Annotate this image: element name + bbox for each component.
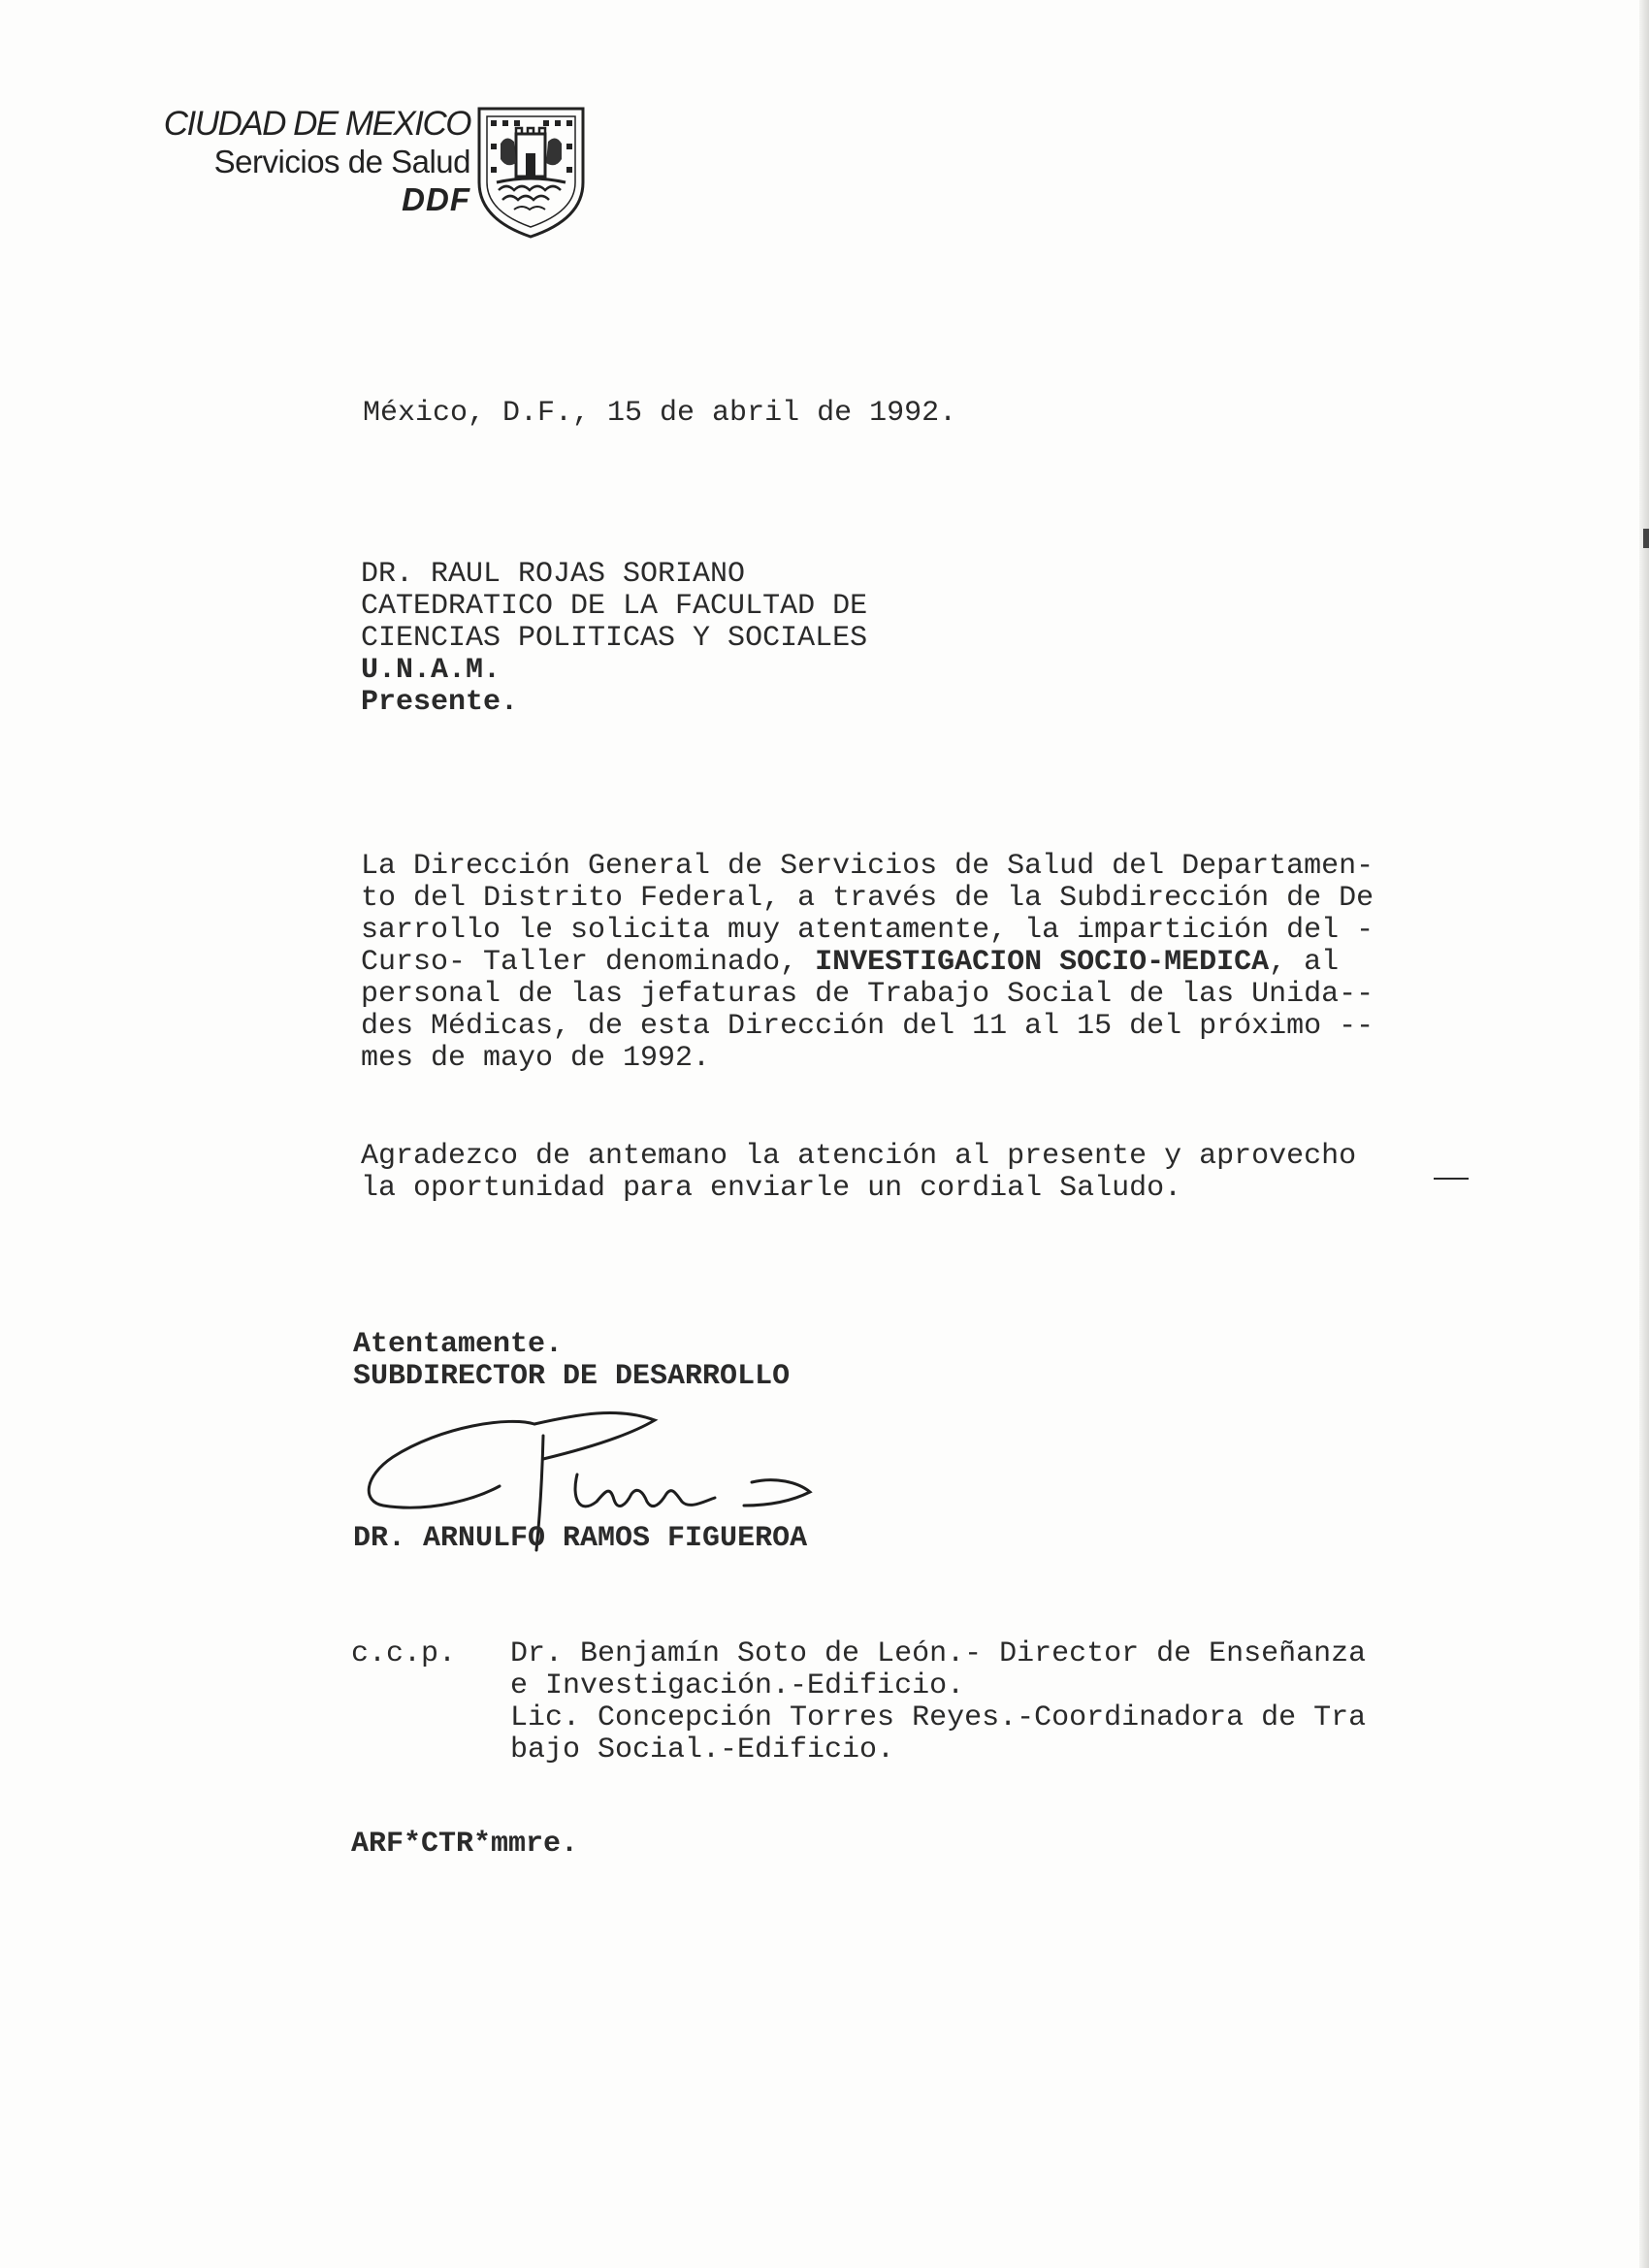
letter-date: México, D.F., 15 de abril de 1992.: [363, 397, 957, 430]
signer-name: DR. ARNULFO RAMOS FIGUEROA: [353, 1522, 808, 1555]
body-line: to del Distrito Federal, a través de la Subdirección de De: [361, 882, 1374, 915]
body-line: personal de las jefaturas de Trabajo Social de las Unida--: [361, 978, 1374, 1011]
letterhead-ddf: DDF: [402, 181, 470, 217]
recipient-title-1: CATEDRATICO DE LA FACULTAD DE: [361, 590, 868, 623]
course-title: INVESTIGACION SOCIO-MEDICA: [815, 946, 1270, 979]
signer-position: SUBDIRECTOR DE DESARROLLO: [353, 1360, 791, 1393]
page-edge: [1639, 0, 1649, 2268]
body-line: Agradezco de antemano la atención al presente y aprovecho: [361, 1140, 1357, 1173]
body-line: la oportunidad para enviarle un cordial Saludo.: [361, 1172, 1182, 1205]
coat-of-arms-icon: [475, 105, 587, 241]
closing-salutation: Atentamente.: [353, 1328, 564, 1361]
body-text: , al: [1269, 946, 1340, 979]
recipient-name: DR. RAUL ROJAS SORIANO: [361, 558, 746, 591]
typewriter-mark: [1434, 1178, 1469, 1180]
ccp-line: Dr. Benjamín Soto de León.- Director de Enseñanza: [510, 1637, 1367, 1670]
body-line: La Dirección General de Servicios de Salud del Departamen-: [361, 850, 1374, 883]
body-line: sarrollo le solicita muy atentamente, la impartición del -: [361, 914, 1374, 947]
ccp-label: c.c.p.: [351, 1637, 457, 1670]
body-line: mes de mayo de 1992.: [361, 1042, 711, 1075]
letterhead-service: Servicios de Salud: [213, 144, 470, 179]
letterhead-city: CIUDAD DE MEXICO: [163, 105, 470, 143]
edge-mark: [1643, 529, 1649, 548]
body-text: Curso- Taller denominado,: [361, 946, 816, 979]
body-line: [361, 947, 1339, 979]
ccp-line: Lic. Concepción Torres Reyes.-Coordinadora de Tra: [510, 1701, 1367, 1734]
recipient-greeting: Presente.: [361, 686, 519, 719]
body-line: des Médicas, de esta Dirección del 11 al 15 del próximo --: [361, 1010, 1374, 1043]
ccp-line: e Investigación.-Edificio.: [510, 1669, 965, 1702]
ccp-line: bajo Social.-Edificio.: [510, 1733, 895, 1766]
reference-initials: ARF*CTR*mmre.: [351, 1828, 579, 1861]
recipient-institution: U.N.A.M.: [361, 654, 501, 687]
recipient-title-2: CIENCIAS POLITICAS Y SOCIALES: [361, 622, 868, 655]
letterhead: [112, 105, 470, 219]
